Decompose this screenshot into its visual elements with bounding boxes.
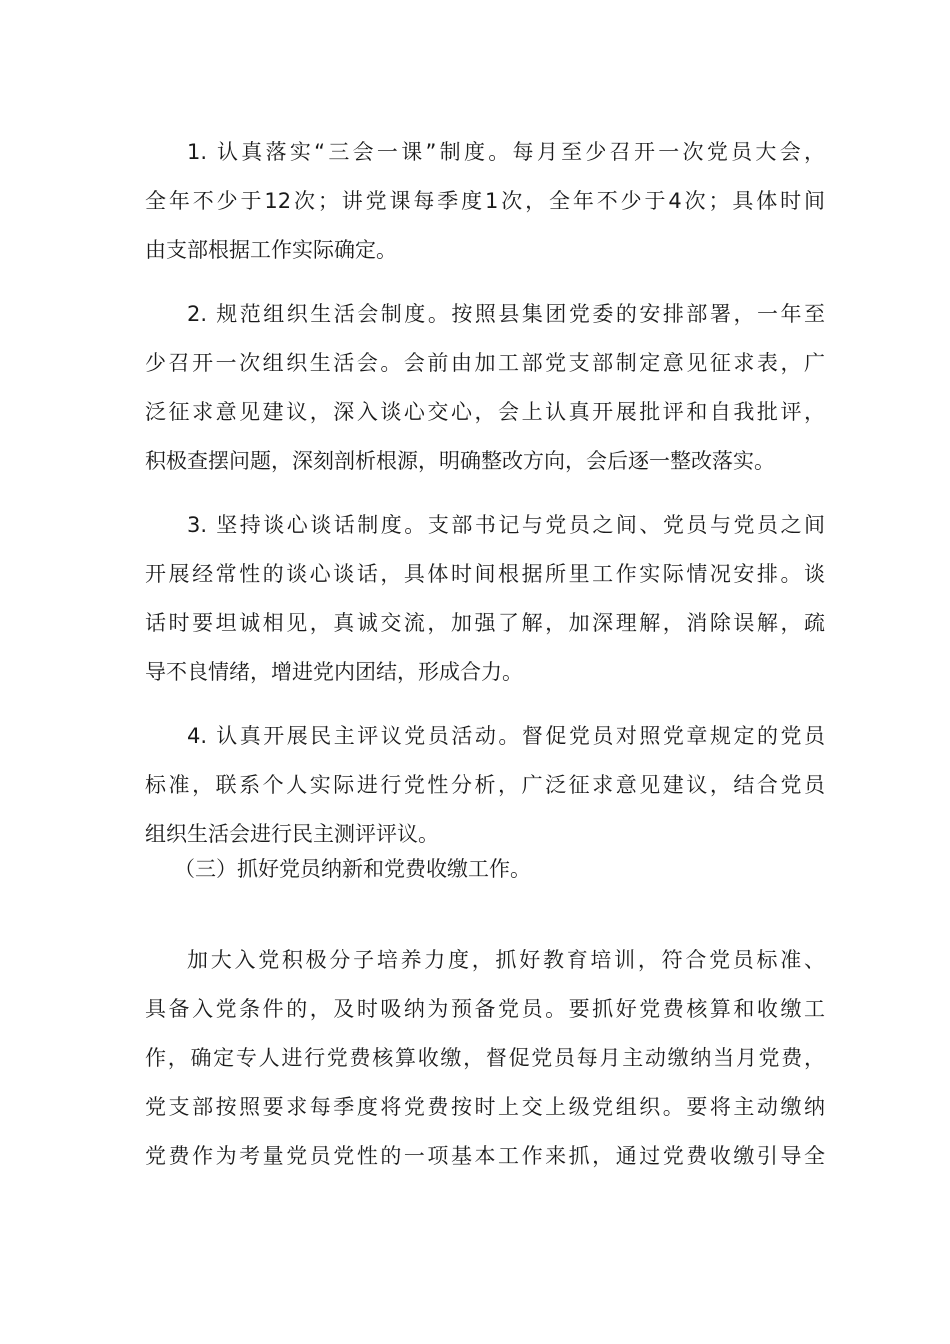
item-2-line-3: 泛征求意见建议，深入谈心交心，会上认真开展批评和自我批评， <box>145 400 825 424</box>
item-1-line-3: 由支部根据工作实际确定。 <box>145 238 397 262</box>
item-2-line-1: 2. 规范组织生活会制度。按照县集团党委的安排部署，一年至 <box>187 302 825 326</box>
item-1-line-1: 1. 认真落实“三会一课”制度。每月至少召开一次党员大会， <box>187 140 825 164</box>
item-4-line-2: 标准，联系个人实际进行党性分析，广泛征求意见建议，结合党员 <box>145 773 825 797</box>
section-3-body-line-1: 加大入党积极分子培养力度，抓好教育培训，符合党员标准、 <box>187 948 825 972</box>
item-3-line-2: 开展经常性的谈心谈话，具体时间根据所里工作实际情况安排。谈 <box>145 562 825 586</box>
section-3-body-line-4: 党支部按照要求每季度将党费按时上交上级党组织。要将主动缴纳 <box>145 1095 825 1119</box>
item-3-line-1: 3. 坚持谈心谈话制度。支部书记与党员之间、党员与党员之间 <box>187 513 825 537</box>
section-3-heading: （三）抓好党员纳新和党费收缴工作。 <box>174 857 531 881</box>
item-2-line-4: 积极查摆问题，深刻剖析根源，明确整改方向，会后逐一整改落实。 <box>145 449 775 473</box>
section-3-body-line-3: 作，确定专人进行党费核算收缴，督促党员每月主动缴纳当月党费， <box>145 1046 825 1070</box>
item-2-line-2: 少召开一次组织生活会。会前由加工部党支部制定意见征求表，广 <box>145 351 825 375</box>
item-4-line-3: 组织生活会进行民主测评评议。 <box>145 822 439 846</box>
item-3-line-4: 导不良情绪，增进党内团结，形成合力。 <box>145 660 523 684</box>
item-3-line-3: 话时要坦诚相见，真诚交流，加强了解，加深理解，消除误解，疏 <box>145 611 825 635</box>
section-3-body-line-5: 党费作为考量党员党性的一项基本工作来抓，通过党费收缴引导全 <box>145 1144 825 1168</box>
section-3-body-line-2: 具备入党条件的，及时吸纳为预备党员。要抓好党费核算和收缴工 <box>145 997 825 1021</box>
item-1-line-2: 全年不少于12次；讲党课每季度1次，全年不少于4次；具体时间 <box>145 189 825 213</box>
item-4-line-1: 4. 认真开展民主评议党员活动。督促党员对照党章规定的党员 <box>187 724 825 748</box>
